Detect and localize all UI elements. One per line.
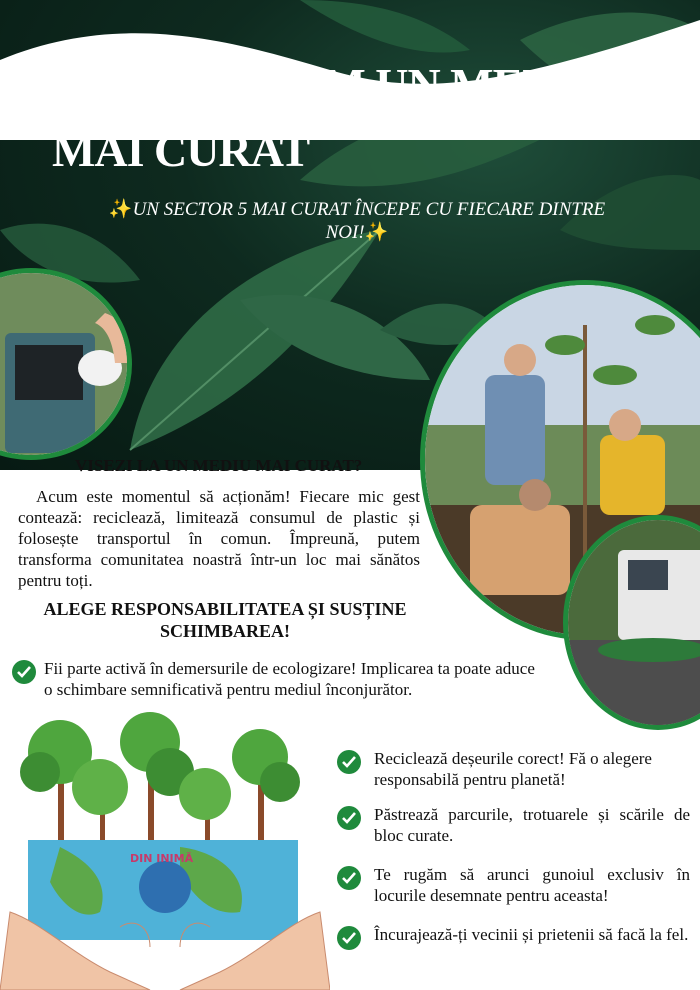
tip-item: Te rugăm să arunci gunoiul exclusiv în locurile desemnate pentru aceasta!	[374, 865, 690, 905]
tip-item: Reciclează deșeurile corect! Fă o alegere responsabilă pentru planetă!	[374, 749, 652, 789]
sparkles-icon: ✨	[364, 222, 389, 243]
sparkles-icon: ✨	[108, 199, 133, 220]
check-icon	[337, 926, 361, 950]
check-icon	[12, 660, 36, 684]
subtitle-text: UN SECTOR 5 MAI CURAT ÎNCEPE CU FIECARE DINTRE NOI!	[132, 199, 606, 243]
subtitle	[92, 198, 622, 244]
intro-heading: VISEZI LA UN MEDIU MAI CURAT?	[75, 456, 363, 475]
logo-text: DIN INIMĂ	[130, 852, 194, 865]
check-icon	[337, 750, 361, 774]
tree-icon	[20, 712, 300, 847]
main-call-item: Fii parte activă în demersurile de ecologizare! Implicarea ta poate aduce o schimbare semnificativă pentru mediul înconjurător.	[44, 659, 535, 699]
check-icon	[337, 806, 361, 830]
tip-item: Încurajează-ți vecinii și prietenii să facă la fel.	[374, 925, 689, 944]
intro-paragraph: Acum este momentul să acționăm! Fiecare mic gest contează: reciclează, limitează consumul de plastic și folosește transportul în comun. Împreună, putem transforma comunitatea noastră într-un loc mai sănătos pentru toți.	[18, 487, 420, 590]
page-title: CUM SĂ AVEM UN MEDIU MAI CURAT	[52, 59, 604, 176]
check-icon	[337, 866, 361, 890]
call-heading: ALEGE RESPONSABILITATEA ȘI SUSȚINE SCHIMBAREA!	[43, 599, 407, 641]
tip-item: Păstrează parcurile, trotuarele și scările de bloc curate.	[374, 805, 690, 845]
globe-trees-illustration	[0, 712, 330, 990]
